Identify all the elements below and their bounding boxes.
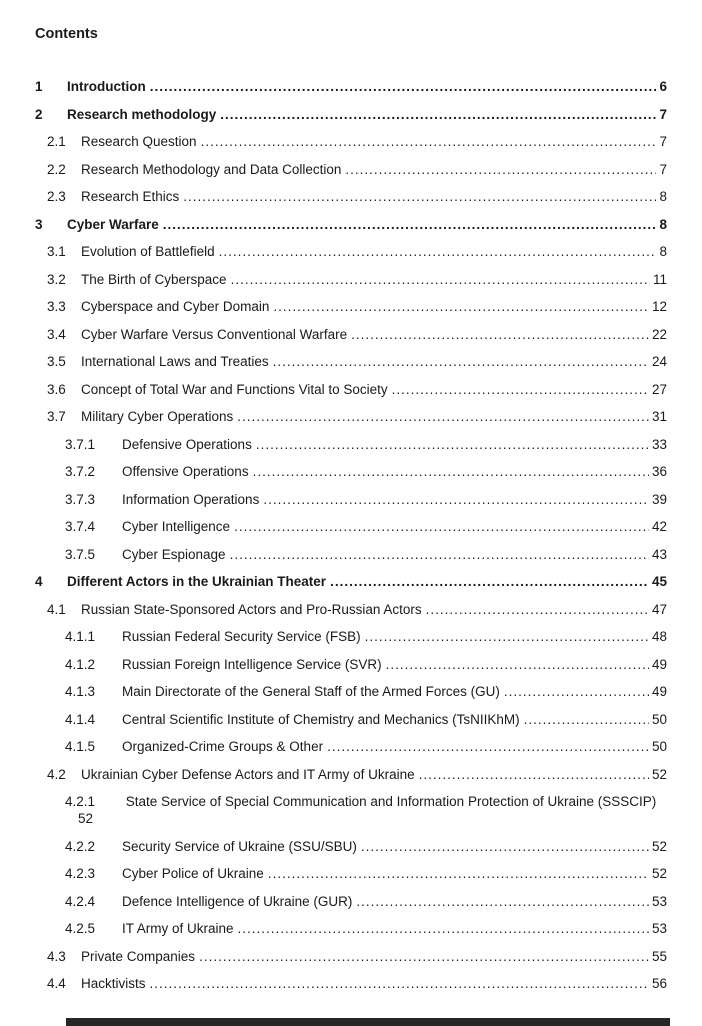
toc-entry-number: 4: [35, 574, 43, 589]
toc-entry-page: 52: [651, 866, 667, 881]
toc-entry-title: Introduction: [67, 79, 146, 94]
toc-entry-number: 2.1: [47, 134, 66, 149]
toc-entry-title: Cyber Warfare Versus Conventional Warfare: [81, 326, 348, 342]
toc-entry[interactable]: [35, 491, 667, 508]
table-of-contents: [35, 78, 667, 992]
toc-dot-leader: [345, 161, 656, 178]
toc-entry[interactable]: [35, 738, 667, 755]
toc-entry-number: 3.2: [47, 271, 66, 287]
toc-entry[interactable]: [35, 133, 667, 150]
toc-dot-leader: [150, 975, 649, 992]
toc-entry[interactable]: [35, 920, 667, 937]
toc-dot-leader: [273, 353, 649, 370]
toc-entry-title: Research Ethics: [81, 189, 180, 204]
toc-entry-page: 49: [651, 684, 667, 699]
toc-entry-number: 3.7.1: [65, 436, 96, 452]
toc-entry-title: Information Operations: [122, 491, 260, 507]
toc-entry[interactable]: [35, 838, 667, 855]
toc-entry-title: Hacktivists: [81, 976, 146, 991]
toc-entry[interactable]: [35, 518, 667, 535]
toc-dot-leader: [234, 518, 649, 535]
toc-dot-leader: [524, 711, 649, 728]
toc-entry[interactable]: [35, 326, 667, 343]
toc-entry-number: 2.3: [47, 189, 66, 204]
toc-entry-title: International Laws and Treaties: [81, 354, 269, 369]
toc-entry-title: Main Directorate of the General Staff of the Armed Forces (GU): [122, 684, 500, 699]
toc-entry[interactable]: [35, 408, 667, 425]
toc-dot-leader: [330, 573, 649, 590]
toc-entry-number: 4.1.3: [65, 684, 96, 699]
toc-entry[interactable]: [35, 546, 667, 563]
toc-entry[interactable]: [35, 975, 667, 992]
toc-entry[interactable]: [35, 711, 667, 728]
toc-dot-leader: [150, 78, 657, 95]
toc-entry-title: Defence Intelligence of Ukraine (GUR): [122, 893, 353, 909]
toc-entry[interactable]: [35, 948, 667, 965]
toc-entry-page: 50: [651, 739, 667, 754]
toc-entry-page: 8: [659, 244, 667, 259]
toc-entry-number: 3.7.4: [65, 519, 96, 534]
toc-entry[interactable]: [35, 463, 667, 480]
toc-entry-page: 52: [78, 811, 94, 826]
toc-entry[interactable]: [35, 298, 667, 315]
toc-entry-title: Research methodology: [67, 106, 217, 122]
toc-entry-number: 4.4: [47, 976, 66, 991]
toc-entry[interactable]: [35, 353, 667, 370]
toc-entry[interactable]: [35, 893, 667, 910]
toc-entry-title: Russian State-Sponsored Actors and Pro-Russian Actors: [81, 601, 422, 617]
toc-dot-leader: [268, 865, 649, 882]
toc-entry-number: 4.2.3: [65, 866, 96, 881]
toc-entry-number: 3.7.5: [65, 546, 96, 562]
toc-entry-page: 49: [651, 656, 667, 672]
toc-entry-number: 1: [35, 79, 43, 94]
toc-entry-page: 11: [652, 271, 667, 287]
toc-entry-page: 52: [651, 766, 667, 782]
toc-dot-leader: [273, 298, 649, 315]
toc-entry-title: Cyber Police of Ukraine: [122, 866, 264, 881]
toc-entry-title: Research Question: [81, 134, 197, 149]
toc-entry-page: 39: [651, 491, 667, 507]
toc-entry-number: 4.2: [47, 766, 66, 782]
toc-entry-page: 53: [651, 921, 667, 936]
toc-entry-page: 22: [651, 326, 667, 342]
toc-entry-number: 3.7.3: [65, 491, 96, 507]
toc-dot-leader: [199, 948, 649, 965]
toc-entry-number: 4.2.4: [65, 893, 96, 909]
toc-entry-page: 7: [659, 161, 667, 177]
toc-entry-title: Military Cyber Operations: [81, 409, 234, 424]
toc-entry-page: 45: [651, 574, 667, 589]
toc-entry-title: Offensive Operations: [122, 464, 249, 479]
toc-entry-number: 3.5: [47, 354, 66, 369]
toc-entry[interactable]: [35, 573, 667, 590]
toc-entry-title: Concept of Total War and Functions Vital to Society: [81, 381, 388, 397]
toc-entry-page: 50: [651, 711, 667, 727]
toc-entry-page: 53: [651, 893, 667, 909]
toc-entry[interactable]: [35, 436, 667, 453]
toc-entry-number: 4.1.2: [65, 656, 96, 672]
toc-dot-leader: [219, 243, 657, 260]
toc-entry-title: Cyberspace and Cyber Domain: [81, 299, 270, 314]
toc-entry-number: 3.7.2: [65, 464, 96, 479]
toc-entry-title: Research Methodology and Data Collection: [81, 161, 342, 177]
toc-entry[interactable]: [35, 656, 667, 673]
toc-entry-page: 52: [651, 838, 667, 854]
toc-entry[interactable]: [35, 243, 667, 260]
toc-entry-title: State Service of Special Communication and Information Protection of Ukraine (SSSCIP): [125, 794, 657, 809]
toc-dot-leader: [365, 628, 649, 645]
toc-entry[interactable]: [35, 683, 667, 700]
toc-entry[interactable]: [35, 601, 667, 618]
toc-entry-page: 31: [651, 409, 667, 424]
toc-entry-title: Russian Federal Security Service (FSB): [122, 629, 361, 644]
toc-dot-leader: [237, 408, 649, 425]
toc-entry-page: 24: [651, 354, 667, 369]
toc-entry-number: 3.6: [47, 381, 66, 397]
toc-entry[interactable]: [35, 188, 667, 205]
toc-dot-leader: [231, 271, 650, 288]
toc-dot-leader: [253, 463, 649, 480]
toc-dot-leader: [504, 683, 649, 700]
toc-entry-page: 36: [651, 464, 667, 479]
toc-entry[interactable]: [35, 271, 667, 288]
toc-entry[interactable]: [35, 106, 667, 123]
toc-entry-number: 4.1.5: [65, 739, 96, 754]
toc-entry[interactable]: [35, 628, 667, 645]
toc-entry-number: 3.1: [47, 244, 66, 259]
toc-entry-page: 7: [659, 106, 667, 122]
toc-dot-leader: [163, 216, 657, 233]
toc-entry[interactable]: [35, 161, 667, 178]
toc-entry-number: 3: [35, 216, 43, 232]
contents-heading: Contents: [35, 26, 98, 42]
toc-entry-page: 8: [659, 216, 667, 232]
toc-entry-title: Organized-Crime Groups & Other: [122, 739, 324, 754]
toc-entry-number: 4.2.2: [65, 838, 96, 854]
toc-entry-title: Cyber Intelligence: [122, 519, 231, 534]
toc-entry-number: 4.1.1: [65, 629, 96, 644]
toc-entry-number: 4.3: [47, 948, 66, 964]
toc-entry-number: 4.1.4: [65, 711, 96, 727]
toc-entry[interactable]: [35, 865, 667, 882]
toc-entry-page: 48: [651, 629, 667, 644]
toc-entry-title: Security Service of Ukraine (SSU/SBU): [122, 838, 357, 854]
toc-entry[interactable]: [35, 793, 667, 827]
toc-entry-page: 56: [651, 976, 667, 991]
toc-entry-page: 43: [651, 546, 667, 562]
toc-dot-leader: [419, 766, 649, 783]
toc-dot-leader: [356, 893, 649, 910]
toc-entry[interactable]: [35, 381, 667, 398]
toc-entry-title: Ukrainian Cyber Defense Actors and IT Army of Ukraine: [81, 766, 415, 782]
toc-entry[interactable]: [35, 216, 667, 233]
toc-entry-page: 42: [651, 519, 667, 534]
toc-entry-page: 12: [651, 299, 667, 314]
toc-entry-number: 4.2.5: [65, 921, 96, 936]
toc-dot-leader: [256, 436, 649, 453]
toc-entry-number: 4.1: [47, 601, 66, 617]
toc-entry-title: Central Scientific Institute of Chemistry and Mechanics (TsNIIKhM): [122, 711, 520, 727]
page-bottom-dark-bar: [66, 1018, 670, 1026]
toc-entry-page: 27: [651, 381, 667, 397]
toc-entry-title: Defensive Operations: [122, 436, 252, 452]
toc-dot-leader: [183, 188, 656, 205]
toc-entry-title: IT Army of Ukraine: [122, 921, 234, 936]
toc-entry-page: 33: [651, 436, 667, 452]
toc-entry-page: 8: [659, 189, 667, 204]
toc-entry-title: The Birth of Cyberspace: [81, 271, 227, 287]
toc-dot-leader: [386, 656, 649, 673]
toc-entry-number: 3.4: [47, 326, 66, 342]
toc-entry-number: 3.3: [47, 299, 66, 314]
toc-entry-page: 47: [651, 601, 667, 617]
toc-entry-title: Private Companies: [81, 948, 196, 964]
toc-dot-leader: [238, 920, 649, 937]
toc-entry-title: Different Actors in the Ukrainian Theater: [67, 574, 327, 589]
toc-dot-leader: [426, 601, 649, 618]
toc-dot-leader: [392, 381, 649, 398]
toc-entry-number: 2.2: [47, 161, 66, 177]
toc-entry[interactable]: [35, 78, 667, 95]
toc-dot-leader: [220, 106, 656, 123]
toc-entry-number: 2: [35, 106, 43, 122]
toc-entry-page: 55: [651, 948, 667, 964]
toc-dot-leader: [361, 838, 649, 855]
toc-dot-leader: [230, 546, 649, 563]
toc-entry-page: 6: [659, 79, 667, 94]
toc-entry-number: 4.2.1: [65, 794, 96, 809]
toc-entry[interactable]: [35, 766, 667, 783]
toc-entry-number: 3.7: [47, 409, 66, 424]
toc-entry-title: Russian Foreign Intelligence Service (SVR): [122, 656, 382, 672]
toc-entry-title: Cyber Espionage: [122, 546, 226, 562]
toc-dot-leader: [351, 326, 649, 343]
toc-entry-title: Evolution of Battlefield: [81, 244, 215, 259]
toc-dot-leader: [263, 491, 649, 508]
toc-dot-leader: [201, 133, 657, 150]
toc-entry-title: Cyber Warfare: [67, 216, 159, 232]
toc-entry-page: 7: [659, 134, 667, 149]
toc-dot-leader: [327, 738, 649, 755]
